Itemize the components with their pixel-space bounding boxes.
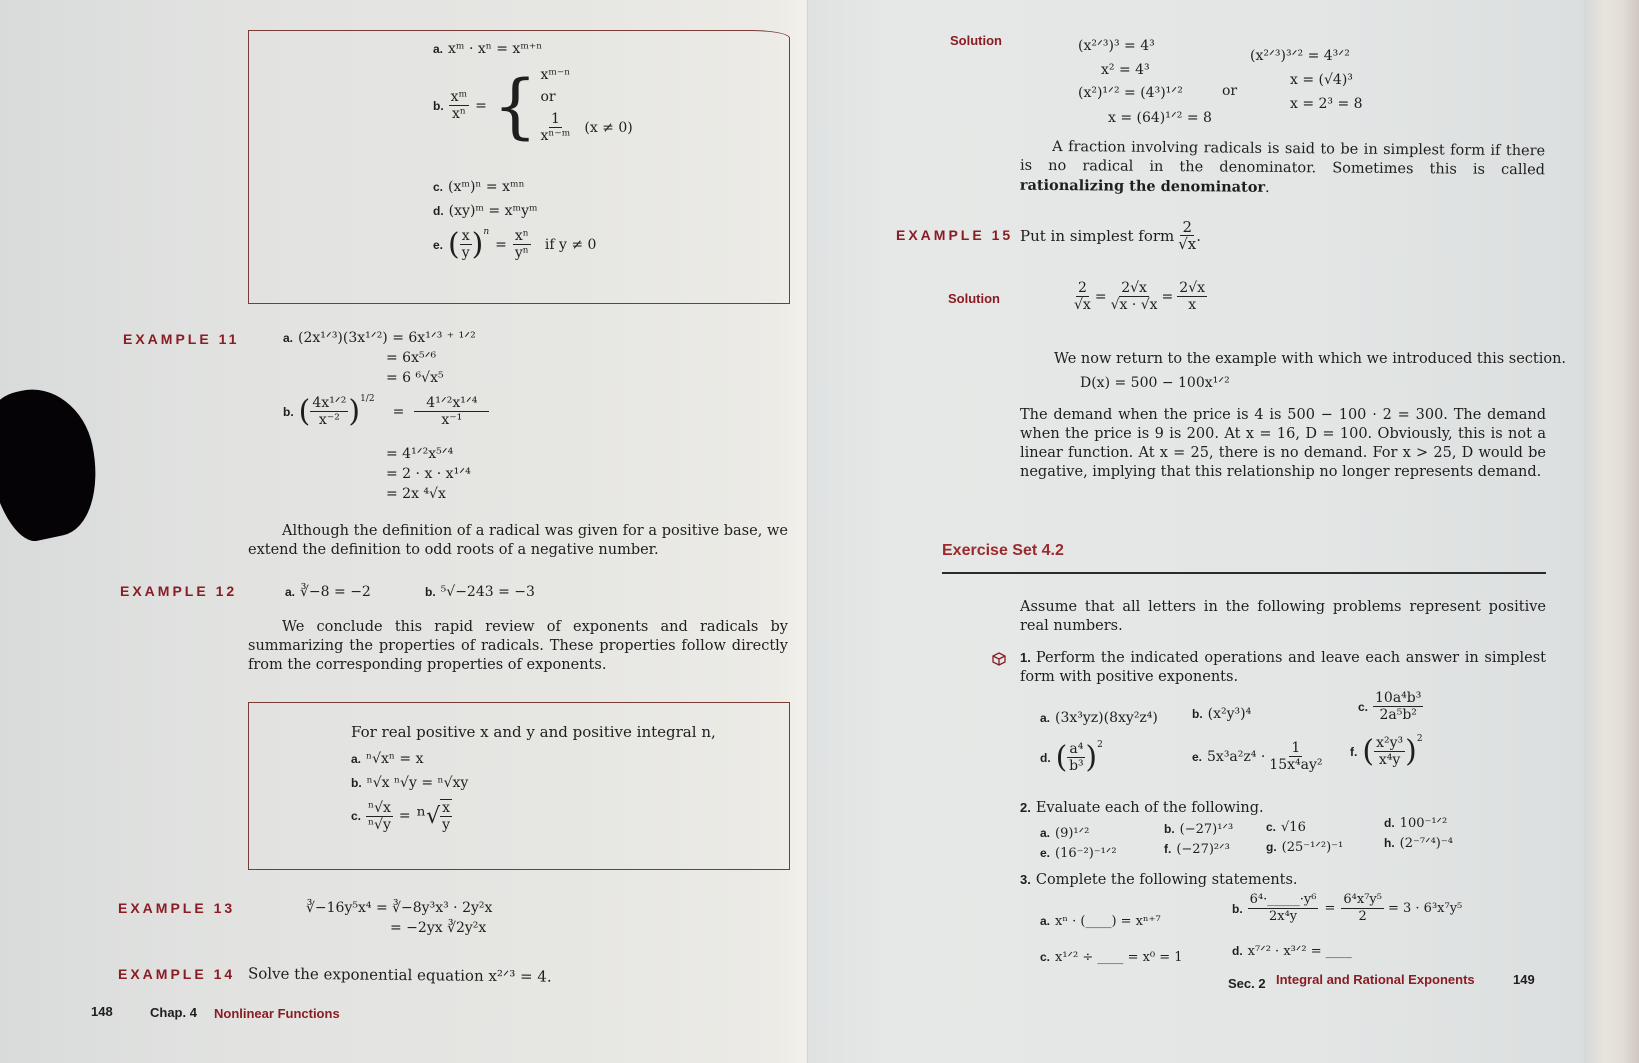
solution-step: (x²)¹ᐟ² = (4³)¹ᐟ² [1078, 85, 1183, 101]
q2-item: g. (25⁻¹ᐟ²)⁻¹ [1266, 840, 1344, 855]
paragraph-simplest-form: A fraction involving radicals is said to be in simplest form if there is no radical in the denominator. Sometimes this is called rationalizing the denominator. [1019, 138, 1546, 196]
section-label: Sec. 2 [1228, 976, 1266, 991]
radical-properties-box [248, 702, 790, 870]
section-divider [942, 572, 1546, 574]
radical-prop-b: b. ⁿ√x ⁿ√y = ⁿ√xy [351, 775, 469, 791]
solution-14-label: Solution [950, 33, 1002, 48]
page-number: 149 [1513, 972, 1535, 987]
demand-equation: D(x) = 500 − 100x¹ᐟ² [1080, 375, 1230, 391]
section-title: Integral and Rational Exponents [1276, 972, 1475, 987]
example-15-prompt: Put in simplest form $\frac{2}{√x}$ . [1020, 218, 1202, 253]
right-page [808, 0, 1639, 1063]
law-e: e. ( $\frac{x}{y}$ ) $^n$ = $\frac{\text{xⁿ}}{\text{yⁿ}}$ if y ≠ 0 [433, 227, 597, 262]
left-page [0, 0, 808, 1063]
example-11-a: a. (2x¹ᐟ³)(3x¹ᐟ²) = 6x¹ᐟ³ ⁺ ¹ᐟ² [283, 330, 476, 346]
example-15-label: EXAMPLE 15 [896, 227, 1014, 243]
radical-properties-intro: For real positive x and y and positive integral n, [351, 723, 716, 741]
example-13-label: EXAMPLE 13 [118, 900, 236, 916]
q1-item-a: a. (3x³yz)(8xy²z⁴) [1040, 710, 1158, 726]
q3-item-b: b. $\frac{\text{6⁴·\_\_\_\_\_·y⁶}}{\text{2x⁴y}}$ = $\frac{\text{6⁴x⁷y⁵}}{2}$ = 3 · 6³x⁷y⁵ [1232, 892, 1463, 924]
page-number: 148 [91, 1004, 113, 1019]
solution-alt-step: x = (√4)³ [1290, 72, 1353, 88]
q2-item: c. √16 [1266, 820, 1306, 835]
q2-item: f. (−27)²ᐟ³ [1164, 842, 1230, 857]
chapter-title: Nonlinear Functions [214, 1006, 340, 1021]
example-13-line: ∛−16y⁵x⁴ = ∛−8y³x³ · 2y²x [306, 900, 493, 916]
example-12-label: EXAMPLE 12 [120, 583, 238, 599]
q1-item-c: c. $\frac{\text{10a⁴b³}}{\text{2a⁵b²}}$ [1358, 690, 1422, 723]
question-1: 1. Perform the indicated operations and leave each answer in simplest form with positive exponents. [1020, 650, 1546, 685]
question-3: 3. Complete the following statements. [1020, 872, 1298, 888]
solution-or: or [1222, 83, 1238, 99]
paragraph-demand: The demand when the price is 4 is 500 − 100 · 2 = 300. The demand when the price is 9 is 200. At x = 16, D = 100. Obviously, this is not a linear function. At x = 25, there is no demand. For x > 25, D would be negative, implying that this relationship no longer represents demand. [1020, 407, 1546, 480]
radical-prop-c: c. $\frac{\text{ⁿ√x}}{\text{ⁿ√y}}$ = ⁿ√ $\frac{x}{y}$ [351, 799, 451, 833]
law-a: a. xᵐ · xⁿ = xᵐ⁺ⁿ [433, 41, 543, 57]
q1-item-d: d. ( $\frac{\text{a⁴}}{\text{b³}}$ ) $^2$ [1040, 740, 1103, 775]
example-13-line: = −2yx ∛2y²x [390, 920, 487, 936]
law-c: c. (xᵐ)ⁿ = xᵐⁿ [433, 179, 525, 195]
example-11-label: EXAMPLE 11 [123, 331, 240, 347]
exponent-laws-box [248, 30, 790, 304]
q3-item-a: a. xⁿ · (____) = xⁿ⁺⁷ [1040, 914, 1161, 929]
solution-step: x = (64)¹ᐟ² = 8 [1108, 110, 1212, 126]
page-stack-edge [1584, 0, 1639, 1063]
thumb-occlusion [0, 379, 109, 548]
solution-step: x² = 4³ [1101, 62, 1150, 78]
example-12-b: b. ⁵√−243 = −3 [425, 584, 535, 600]
q2-item: b. (−27)¹ᐟ³ [1164, 822, 1234, 837]
paragraph-radical-properties: We conclude this rapid review of exponents and radicals by summarizing the properties of radicals. These properties follow directly from the corresponding properties of exponents. [248, 619, 788, 673]
example-11-b-step: = 4¹ᐟ²x⁵ᐟ⁴ [386, 446, 454, 462]
q2-item: a. (9)¹ᐟ² [1040, 826, 1090, 841]
q2-item: h. (2⁻⁷ᐟ⁴)⁻⁴ [1384, 836, 1453, 851]
example-11-a-step: = 6x⁵ᐟ⁶ [386, 350, 437, 366]
chapter-label: Chap. 4 [150, 1005, 197, 1020]
q2-item: d. 100⁻¹ᐟ² [1384, 816, 1448, 831]
solution-step: (x²ᐟ³)³ = 4³ [1078, 38, 1155, 54]
exercise-set-title: Exercise Set 4.2 [942, 542, 1064, 559]
solution-alt-step: x = 2³ = 8 [1290, 96, 1363, 112]
radical-prop-a: a. ⁿ√xⁿ = x [351, 751, 424, 767]
exercise-intro: Assume that all letters in the following problems represent positive real numbers. [1020, 599, 1546, 634]
example-11-b-step: = 2x ⁴√x [386, 486, 446, 502]
q1-item-e: e. 5x³a²z⁴ · $\frac{1}{\text{15x⁴ay²}}$ [1192, 740, 1323, 773]
example-11-b-step: = 2 · x · x¹ᐟ⁴ [386, 466, 471, 482]
q1-item-b: b. (x²y³)⁴ [1192, 706, 1252, 722]
q3-item-d: d. x⁷ᐟ² · x³ᐟ² = ____ [1232, 944, 1352, 959]
example-11-b: b. ( $\frac{\text{4x¹ᐟ²}}{\text{x⁻²}}$ ) $^{1/2}$ = $\frac{\text{4¹ᐟ²x¹ᐟ⁴}}{\text{x⁻¹}}$ [283, 394, 489, 429]
q1-item-f: f. ( $\frac{\text{x²y³}}{\text{x⁴y}}$ ) $^2$ [1350, 734, 1423, 769]
q3-item-c: c. x¹ᐟ² ÷ ____ = x⁰ = 1 [1040, 950, 1183, 965]
paragraph-return: We now return to the example with which we introduced this section. [1054, 351, 1567, 367]
solution-alt-step: (x²ᐟ³)³ᐟ² = 4³ᐟ² [1250, 48, 1350, 64]
law-d: d. (xy)ᵐ = xᵐyᵐ [433, 203, 538, 219]
question-2: 2. Evaluate each of the following. [1020, 800, 1264, 816]
q2-item: e. (16⁻²)⁻¹ᐟ² [1040, 846, 1117, 861]
law-b: b. $\frac{\text{xᵐ}}{\text{xⁿ}}$ = { xᵐ⁻ⁿ or $\frac{1}{\text{xⁿ⁻ᵐ}}$ (x ≠ 0) [433, 64, 633, 147]
paragraph-radical-definition: Although the definition of a radical was given for a positive base, we extend the definition to odd roots of a negative number. [248, 523, 788, 558]
example-14-text: Solve the exponential equation x²ᐟ³ = 4. [247, 964, 552, 986]
example-12-a: a. ∛−8 = −2 [285, 584, 371, 600]
solution-15-label: Solution [948, 291, 1000, 306]
cube-icon [992, 651, 1006, 665]
example-15-solution: $\frac{2}{√x}$ = $\frac{2√x}{√x \cdot √x}$ = $\frac{2√x}{x}$ [1074, 280, 1206, 313]
example-11-a-step: = 6 ⁶√x⁵ [386, 370, 444, 386]
example-14-label: EXAMPLE 14 [118, 966, 236, 982]
